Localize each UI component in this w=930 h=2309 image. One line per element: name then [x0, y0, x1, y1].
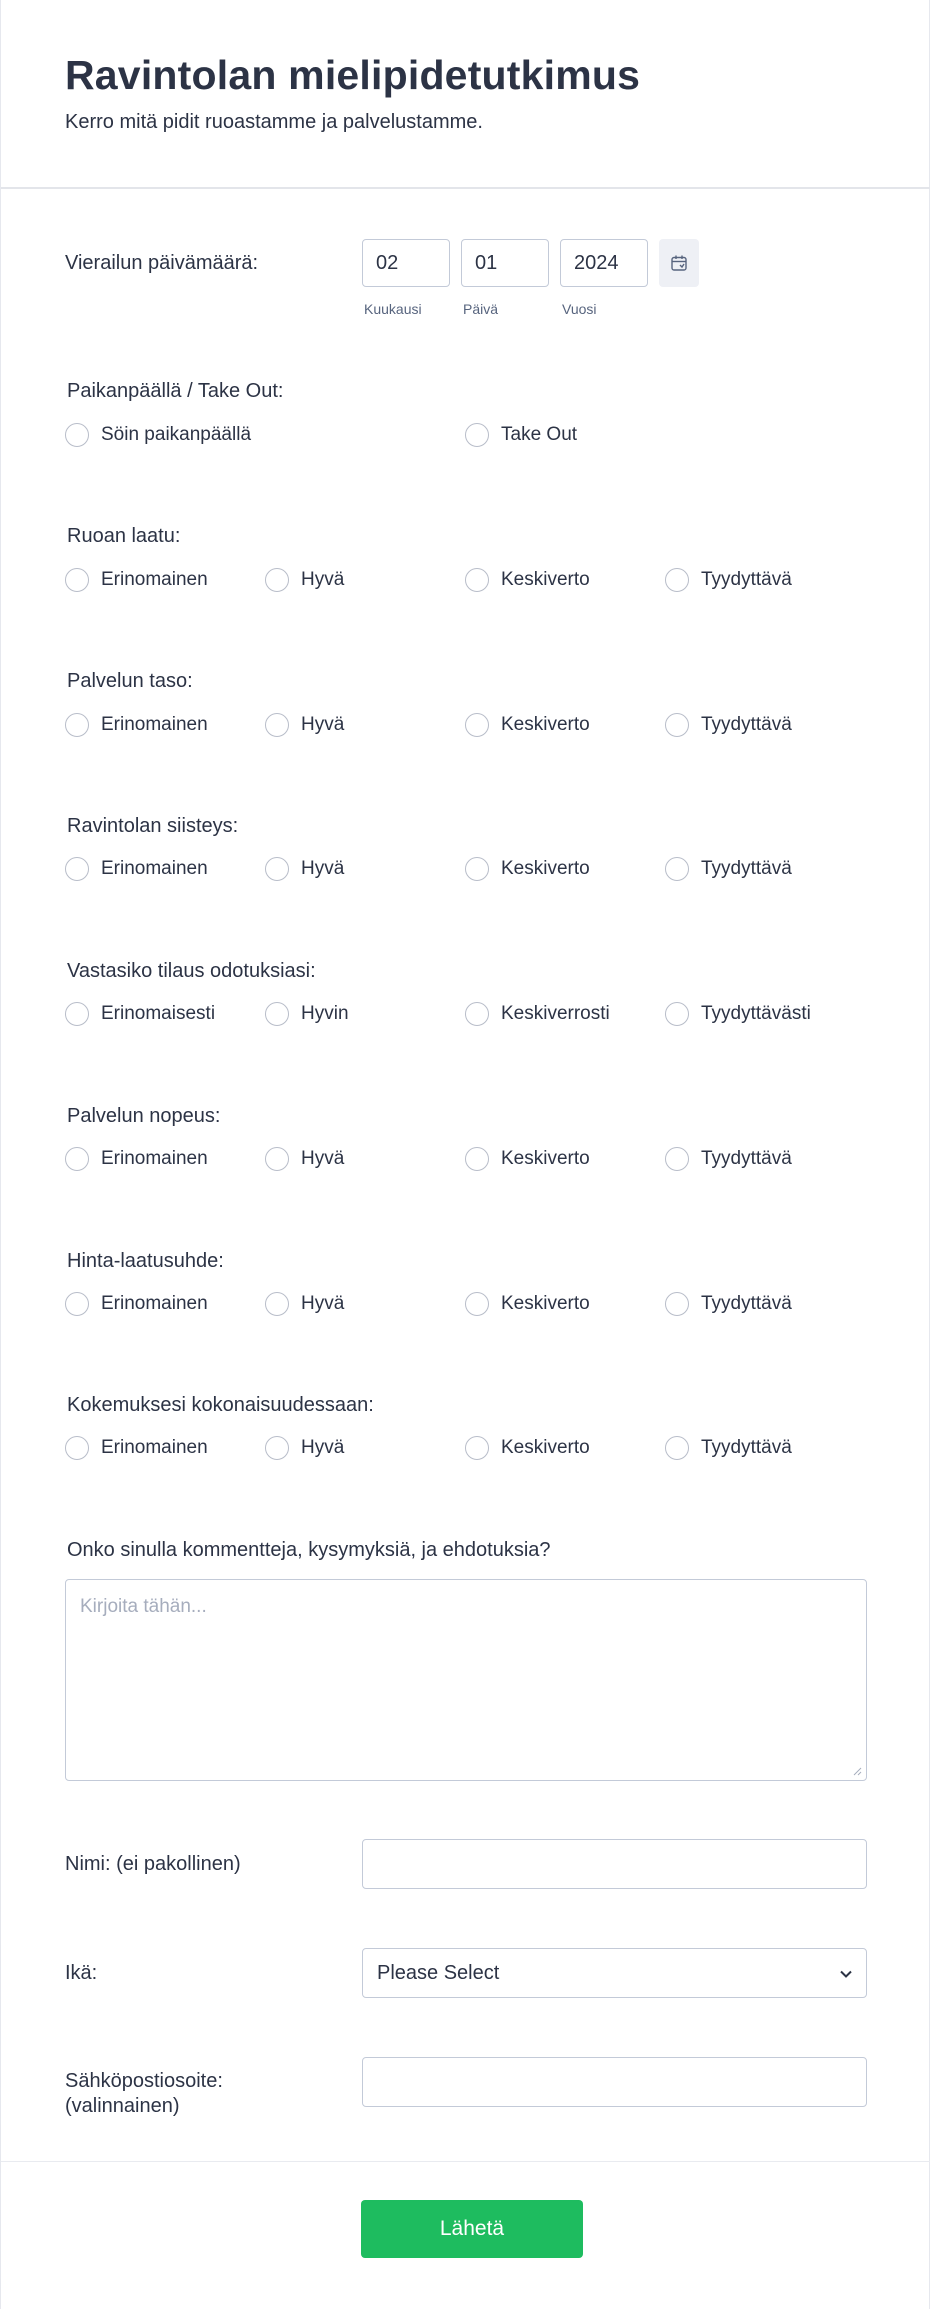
radio-option-label: Tyydyttävä — [701, 569, 792, 590]
radio-option-label: Hyvä — [301, 569, 345, 590]
radio-circle[interactable] — [65, 1436, 89, 1460]
radio-option-label: Söin paikanpäällä — [101, 424, 252, 445]
radio-option[interactable] — [265, 1289, 344, 1319]
day-input[interactable]: 01 — [461, 239, 549, 287]
overall-experience-radio-group — [65, 1433, 865, 1463]
radio-option-label: Erinomaisesti — [101, 1003, 216, 1024]
radio-option[interactable] — [465, 1144, 590, 1174]
radio-option-label: Erinomainen — [101, 1148, 208, 1169]
radio-circle[interactable] — [65, 713, 89, 737]
radio-option[interactable] — [465, 999, 610, 1029]
cleanliness-radio-group — [65, 854, 865, 884]
form-title: Ravintolan mielipidetutkimus — [65, 52, 641, 98]
calendar-icon — [670, 254, 688, 272]
order-expectations-radio-group — [65, 999, 865, 1029]
radio-option[interactable] — [65, 420, 251, 450]
radio-circle[interactable] — [265, 1436, 289, 1460]
email-label-line1: Sähköpostiosoite: — [65, 2070, 223, 2092]
radio-option[interactable] — [65, 565, 208, 595]
radio-option[interactable] — [265, 1433, 344, 1463]
dine-type-label: Paikanpäällä / Take Out: — [67, 380, 284, 402]
radio-circle[interactable] — [65, 1292, 89, 1316]
question-label-cleanliness: Ravintolan siisteys: — [67, 815, 239, 837]
radio-option[interactable] — [665, 565, 792, 595]
service-speed-radio-group — [65, 1144, 865, 1174]
radio-option[interactable] — [65, 1144, 208, 1174]
month-input[interactable]: 02 — [362, 239, 450, 287]
question-label-overall-experience: Kokemuksesi kokonaisuudessaan: — [67, 1394, 374, 1416]
radio-option[interactable] — [465, 565, 590, 595]
radio-circle[interactable] — [465, 713, 489, 737]
radio-option-label: Keskiverto — [501, 714, 590, 735]
radio-circle[interactable] — [265, 1147, 289, 1171]
radio-option[interactable] — [65, 1289, 208, 1319]
radio-option[interactable] — [465, 1289, 590, 1319]
radio-option[interactable] — [265, 1144, 344, 1174]
radio-option-label: Erinomainen — [101, 714, 208, 735]
email-input[interactable] — [362, 2057, 867, 2107]
name-input[interactable] — [362, 1839, 867, 1889]
radio-option-label: Take Out — [501, 424, 578, 445]
chevron-down-icon — [838, 1966, 854, 1982]
comments-textarea[interactable] — [65, 1579, 867, 1781]
visit-date-label: Vierailun päivämäärä: — [65, 252, 259, 274]
radio-circle[interactable] — [665, 1292, 689, 1316]
radio-option-label: Tyydyttävä — [701, 714, 792, 735]
dine-type-radio-group — [65, 420, 865, 450]
radio-option-label: Keskiverto — [501, 1437, 590, 1458]
radio-option[interactable] — [65, 854, 208, 884]
submit-button[interactable]: Lähetä — [361, 2200, 583, 2258]
radio-circle[interactable] — [665, 713, 689, 737]
radio-circle[interactable] — [465, 1292, 489, 1316]
resize-grip-icon[interactable] — [852, 1766, 862, 1776]
radio-option-label: Keskiverto — [501, 569, 590, 590]
name-label: Nimi: (ei pakollinen) — [65, 1853, 241, 1875]
radio-circle[interactable] — [465, 1002, 489, 1026]
comments-label: Onko sinulla kommentteja, kysymyksiä, ja ehdotuksia? — [67, 1539, 551, 1561]
food-quality-radio-group — [65, 565, 865, 595]
radio-option-label: Hyvä — [301, 1148, 345, 1169]
radio-circle[interactable] — [65, 1147, 89, 1171]
radio-option-label: Keskiverto — [501, 1148, 590, 1169]
service-level-radio-group — [65, 710, 865, 740]
radio-circle[interactable] — [465, 1147, 489, 1171]
comments-placeholder: Kirjoita tähän... — [80, 1596, 207, 1617]
radio-option[interactable] — [65, 1433, 208, 1463]
form-header — [1, 0, 930, 189]
email-label-line2: (valinnainen) — [65, 2095, 180, 2117]
radio-option-label: Keskiverto — [501, 1293, 590, 1314]
age-label: Ikä: — [65, 1962, 98, 1984]
radio-option[interactable] — [265, 999, 349, 1029]
radio-option-label: Tyydyttävä — [701, 1293, 792, 1314]
radio-option-label: Erinomainen — [101, 1293, 208, 1314]
radio-circle[interactable] — [665, 568, 689, 592]
radio-option-label: Keskiverrosti — [501, 1003, 610, 1024]
radio-circle[interactable] — [65, 423, 89, 447]
radio-circle[interactable] — [465, 857, 489, 881]
radio-option[interactable] — [265, 710, 344, 740]
radio-option-label: Hyvä — [301, 1293, 345, 1314]
radio-option-label: Tyydyttävä — [701, 858, 792, 879]
radio-option-label: Erinomainen — [101, 569, 208, 590]
radio-circle[interactable] — [265, 568, 289, 592]
month-sublabel: Kuukausi — [364, 301, 422, 317]
day-sublabel: Päivä — [463, 301, 499, 317]
form-subtitle: Kerro mitä pidit ruoastamme ja palvelustamme. — [65, 111, 483, 133]
radio-option-label: Hyvin — [301, 1003, 349, 1024]
radio-option-label: Tyydyttävä — [701, 1148, 792, 1169]
radio-option[interactable] — [665, 1433, 792, 1463]
question-label-service-speed: Palvelun nopeus: — [67, 1105, 221, 1127]
age-select-value: Please Select — [377, 1962, 500, 1984]
radio-option[interactable] — [465, 1433, 590, 1463]
radio-option[interactable] — [665, 1289, 792, 1319]
radio-circle[interactable] — [65, 1002, 89, 1026]
radio-option-label: Keskiverto — [501, 858, 590, 879]
radio-option-label: Hyvä — [301, 714, 345, 735]
year-sublabel: Vuosi — [562, 301, 597, 317]
radio-option[interactable] — [665, 1144, 792, 1174]
radio-circle[interactable] — [665, 1436, 689, 1460]
year-input[interactable]: 2024 — [560, 239, 648, 287]
radio-option[interactable] — [265, 854, 344, 884]
radio-option[interactable] — [465, 710, 590, 740]
radio-option-label: Hyvä — [301, 1437, 345, 1458]
question-label-price-quality: Hinta-laatusuhde: — [67, 1250, 224, 1272]
radio-option-label: Tyydyttävästi — [701, 1003, 811, 1024]
radio-option[interactable] — [65, 999, 215, 1029]
price-quality-radio-group — [65, 1289, 865, 1319]
radio-circle[interactable] — [665, 857, 689, 881]
radio-option[interactable] — [265, 565, 344, 595]
radio-circle[interactable] — [265, 1292, 289, 1316]
radio-circle[interactable] — [65, 568, 89, 592]
question-label-food-quality: Ruoan laatu: — [67, 525, 181, 547]
radio-circle[interactable] — [465, 423, 489, 447]
question-label-order-expectations: Vastasiko tilaus odotuksiasi: — [67, 960, 316, 982]
radio-circle[interactable] — [465, 1436, 489, 1460]
radio-circle[interactable] — [665, 1002, 689, 1026]
radio-circle[interactable] — [65, 857, 89, 881]
radio-option[interactable] — [465, 854, 590, 884]
radio-circle[interactable] — [265, 1002, 289, 1026]
radio-option[interactable] — [465, 420, 577, 450]
radio-circle[interactable] — [665, 1147, 689, 1171]
radio-option[interactable] — [65, 710, 208, 740]
calendar-button[interactable] — [659, 239, 699, 287]
radio-option-label: Tyydyttävä — [701, 1437, 792, 1458]
radio-circle[interactable] — [465, 568, 489, 592]
radio-option-label: Hyvä — [301, 858, 345, 879]
radio-option[interactable] — [665, 854, 792, 884]
radio-option-label: Erinomainen — [101, 858, 208, 879]
question-label-service-level: Palvelun taso: — [67, 670, 193, 692]
radio-option-label: Erinomainen — [101, 1437, 208, 1458]
age-select[interactable] — [362, 1948, 867, 1998]
radio-option[interactable] — [665, 710, 792, 740]
radio-circle[interactable] — [265, 713, 289, 737]
radio-circle[interactable] — [265, 857, 289, 881]
radio-option[interactable] — [665, 999, 811, 1029]
